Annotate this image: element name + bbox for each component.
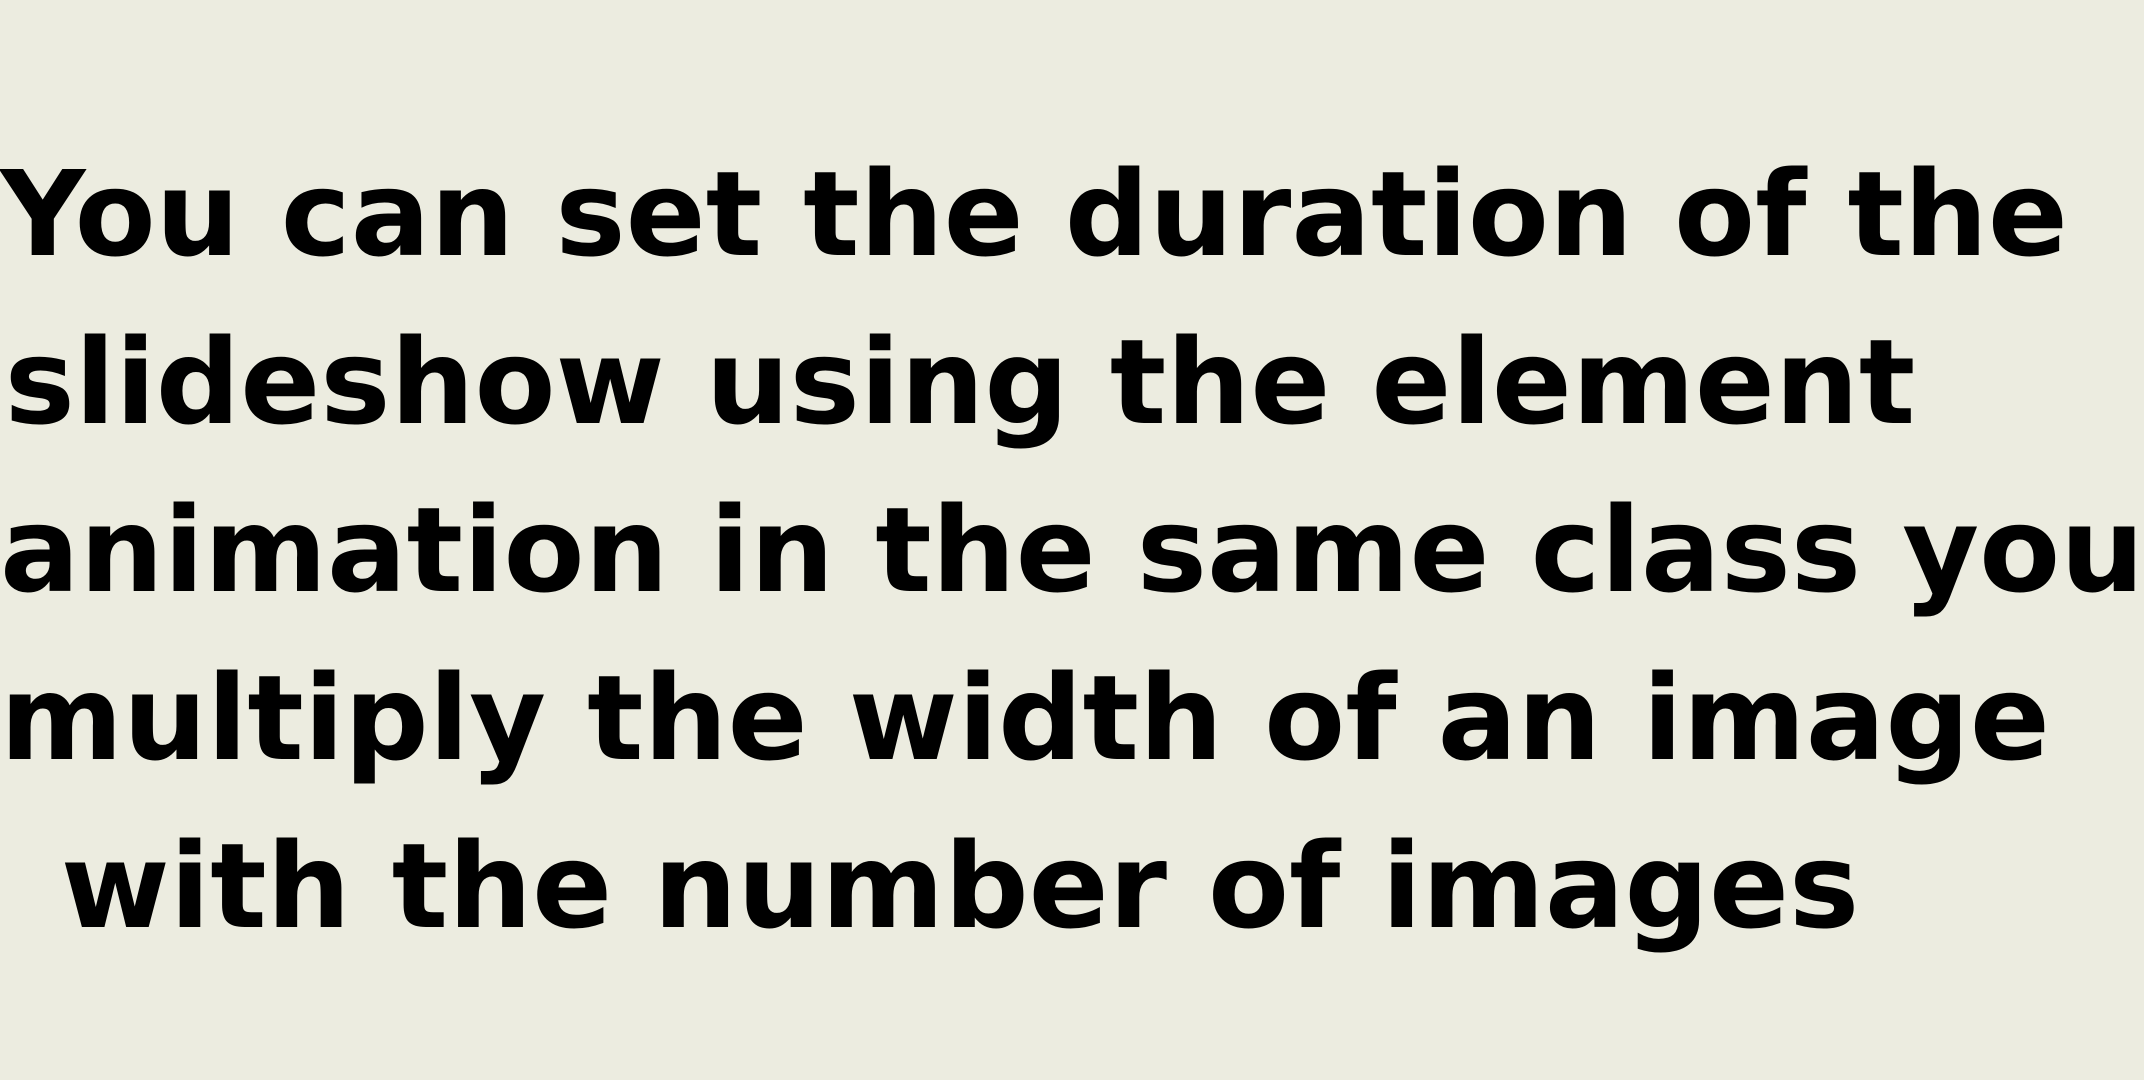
slide-body-text: [0, 130, 2144, 970]
text-line-2: slideshow using the element: [4, 313, 1916, 451]
text-line-1: You can set the duration of the: [0, 145, 2068, 283]
text-line-3: animation in the same class you: [0, 481, 2144, 619]
text-line-4: multiply the width of an image: [0, 649, 2050, 787]
text-line-5: with the number of images: [60, 817, 1860, 955]
